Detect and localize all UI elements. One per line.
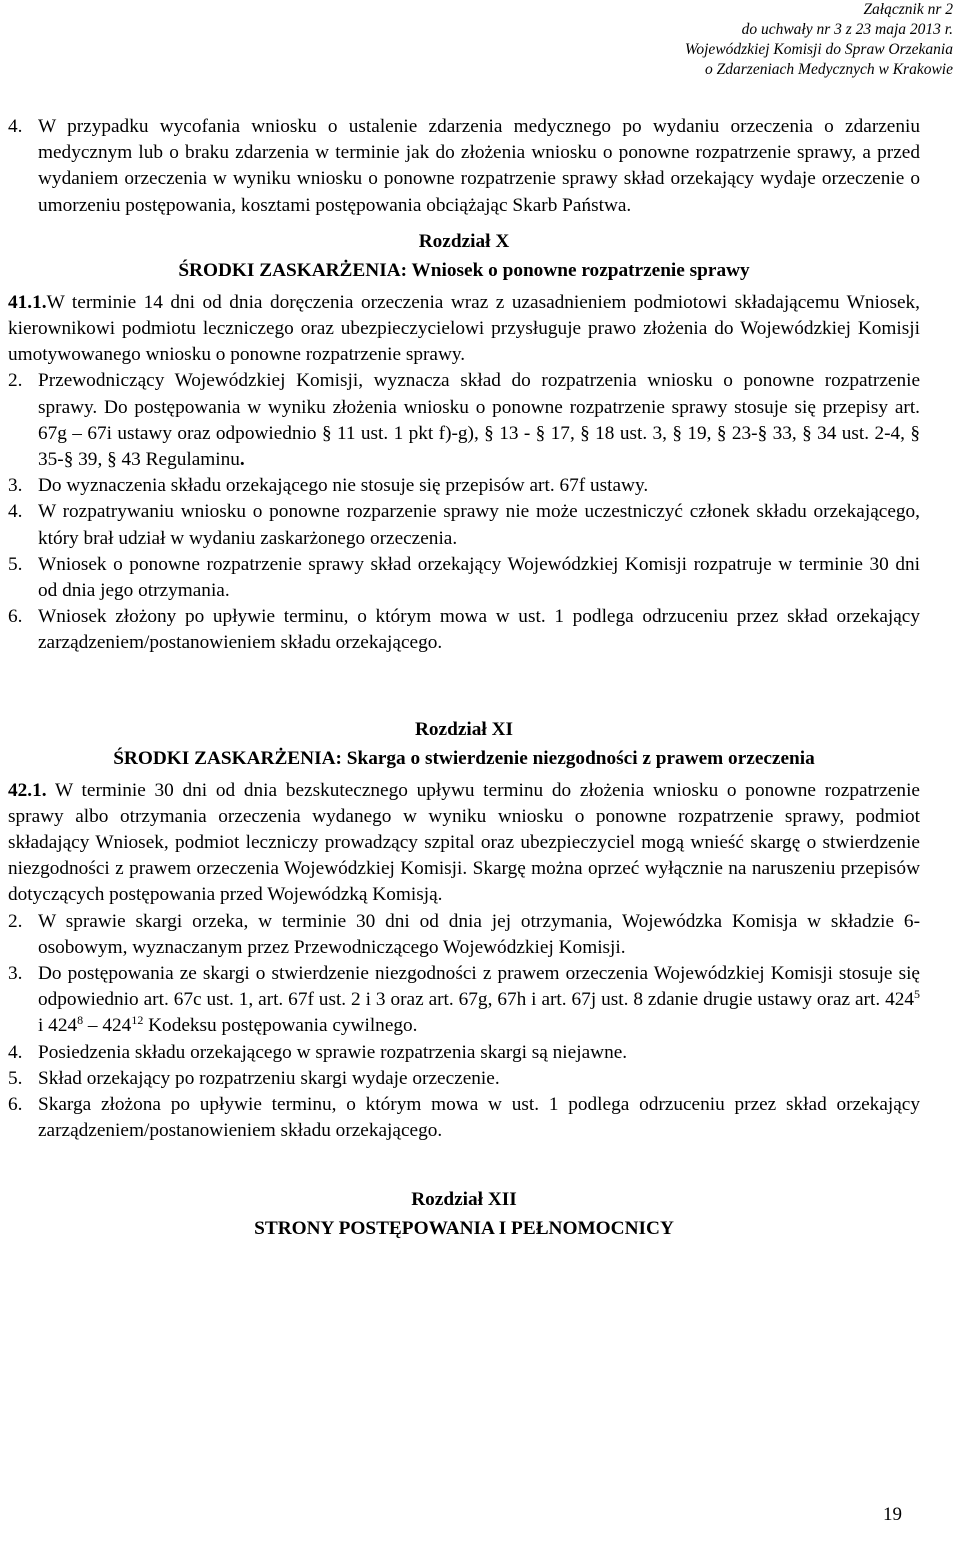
section-number: 3.	[8, 475, 23, 497]
section-42-5	[8, 1066, 920, 1092]
section-41-1	[8, 290, 920, 369]
section-text: Skład orzekający po rozpatrzeniu skargi wydaje orzeczenie.	[38, 1067, 500, 1089]
section-text: W rozpatrywaniu wniosku o ponowne rozparzenie sprawy nie może uczestniczyć członek składu orzekającego, który brał udział w wydaniu zaskarżonego orzeczenia.	[38, 501, 920, 549]
section-number: 41.1.	[8, 291, 47, 313]
section-number: 5.	[8, 553, 23, 575]
chapter-xii-subtitle: STRONY POSTĘPOWANIA I PEŁNOMOCNICY	[254, 1217, 674, 1239]
section-text-a: Do postępowania ze skargi o stwierdzenie niezgodności z prawem orzeczenia Wojewódzkiej Komisji stosuje się odpowiednio art. 67c ust. 1, art. 67f ust. 2 i 3 oraz art. 67g, 67h i art. 67j ust. 8 zdanie drugie ustawy oraz art. 424	[38, 963, 920, 1011]
page-number: 19	[883, 1504, 902, 1525]
superscript-12: 12	[131, 1013, 144, 1028]
section-number: 4.	[8, 501, 23, 523]
section-number: 4.	[8, 1041, 23, 1063]
section-number: 5.	[8, 1067, 23, 1089]
section-number: 2.	[8, 370, 23, 392]
paragraph-text: W przypadku wycofania wniosku o ustalenie zdarzenia medycznego po wydaniu orzeczenia o zdarzeniu medycznym lub o braku zdarzenia w terminie jak do złożenia wniosku o ponowne rozpatrzenie sprawy, a przed wydaniem orzeczenia w wyniku wniosku o ponowne rozpatrzenie sprawy skład orzekający wydaje orzeczenie o umorzeniu postępowania, kosztami postępowania obciążając Skarb Państwa.	[38, 116, 920, 216]
section-42-3	[8, 961, 920, 1040]
section-41-3	[8, 473, 920, 499]
section-42-2	[8, 909, 920, 961]
section-number: 6.	[8, 1094, 23, 1116]
section-number: 3.	[8, 963, 23, 985]
section-42-4	[8, 1040, 920, 1066]
section-text: Skarga złożona po upływie terminu, o którym mowa w ust. 1 podlega odrzuceniu przez skład orzekający zarządzeniem/postanowieniem składu orzekającego.	[38, 1094, 920, 1142]
paragraph-4	[8, 114, 920, 219]
section-end: .	[239, 449, 245, 471]
section-41-4	[8, 499, 920, 551]
superscript-8: 8	[77, 1013, 84, 1028]
section-text: Wniosek o ponowne rozpatrzenie sprawy skład orzekający Wojewódzkiej Komisji rozpatruje w terminie 30 dni od dnia jego otrzymania.	[38, 553, 920, 602]
attachment-header	[453, 0, 953, 80]
chapter-xi-title: Rozdział XI	[414, 718, 513, 740]
chapter-xi-subtitle: ŚRODKI ZASKARŻENIA: Skarga o stwierdzenie niezgodności z prawem orzeczenia	[113, 747, 815, 769]
section-text: Przewodniczący Wojewódzkiej Komisji, wyznacza skład do rozpatrzenia wniosku o ponowne rozpatrzenie sprawy. Do postępowania w wyniku złożenia wniosku o ponowne rozpatrzenie sprawy stosuje się przepisy art. 67g – 67i ustawy oraz odpowiednio § 11 ust. 1 pkt f)-g), § 13 - § 17, § 18 ust. 3, § 19, § 23-§ 33, § 34 ust. 2-4, § 35-§ 39, § 43 Regulaminu	[38, 370, 920, 471]
section-text: Do wyznaczenia składu orzekającego nie stosuje się przepisów art. 67f ustawy.	[38, 475, 649, 497]
section-text: Posiedzenia składu orzekającego w sprawie rozpatrzenia skargi są niejawne.	[38, 1041, 628, 1063]
section-number: 42.1.	[8, 779, 47, 801]
section-text: W terminie 14 dni od dnia doręczenia orzeczenia wraz z uzasadnieniem podmiotowi składającemu Wniosek, kierownikowi podmiotu leczniczego oraz ubezpieczycielowi przysługuje prawo złożenia do Wojewódzkiej Komisji umotywowanego wniosku o ponowne rozpatrzenie sprawy.	[8, 291, 920, 366]
section-number: 2.	[8, 910, 23, 932]
header-line-3: Wojewódzkiej Komisji do Spraw Orzekania	[684, 41, 953, 58]
section-number: 6.	[8, 606, 23, 628]
paragraph-number: 4.	[8, 116, 23, 137]
chapter-xii-title: Rozdział XII	[411, 1188, 517, 1210]
section-text-b: i 424	[38, 1015, 78, 1037]
section-text-d: Kodeksu postępowania cywilnego.	[143, 1015, 418, 1037]
section-41-5	[8, 552, 920, 604]
document-body	[8, 114, 920, 1243]
superscript-5: 5	[914, 987, 920, 1002]
section-41-2	[8, 368, 920, 473]
section-42-1	[8, 778, 920, 909]
chapter-x-title: Rozdział X	[418, 230, 510, 252]
section-41-6	[8, 604, 920, 656]
header-line-2: do uchwały nr 3 z 23 maja 2013 r.	[741, 21, 953, 38]
header-line-4: o Zdarzeniach Medycznych w Krakowie	[705, 61, 953, 78]
section-text-c: – 424	[83, 1015, 132, 1037]
header-line-1: Załącznik nr 2	[863, 1, 953, 18]
section-42-6	[8, 1092, 920, 1144]
section-text: W sprawie skargi orzeka, w terminie 30 dni od dnia jej otrzymania, Wojewódzka Komisja w składzie 6-osobowym, wyznaczanym przez Przewodniczącego Wojewódzkiej Komisji.	[38, 910, 920, 958]
section-text: W terminie 30 dni od dnia bezskutecznego upływu terminu do złożenia wniosku o ponowne rozpatrzenie sprawy albo otrzymania orzeczenia wydanego w wyniku wniosku o ponowne rozpatrzenie sprawy, podmiot składający Wniosek, podmiot leczniczy prowadzący szpital oraz ubezpieczyciel mogą wnieść skargę o stwierdzenie niezgodności z prawem orzeczenia Wojewódzkiej Komisji. Skargę można oprzeć wyłącznie na naruszeniu przepisów dotyczących postępowania przed Wojewódzką Komisją.	[8, 779, 920, 906]
chapter-x-subtitle: ŚRODKI ZASKARŻENIA: Wniosek o ponowne rozpatrzenie sprawy	[178, 259, 750, 281]
section-text: Wniosek złożony po upływie terminu, o którym mowa w ust. 1 podlega odrzuceniu przez skład orzekający zarządzeniem/postanowieniem składu orzekającego.	[38, 606, 920, 654]
